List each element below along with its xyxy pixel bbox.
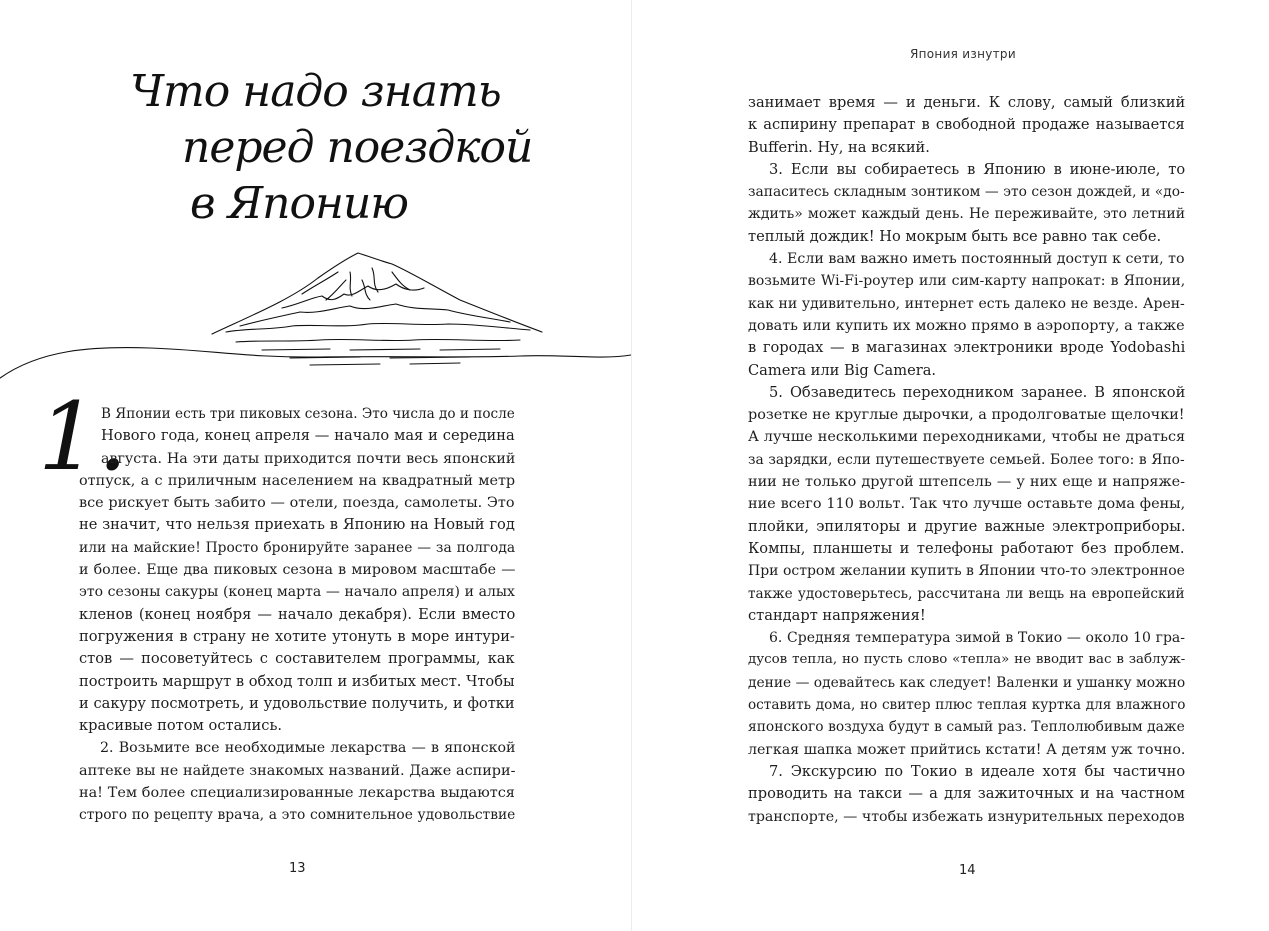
text-line: погружения в страну не хотите утонуть в море интури- [79,627,515,645]
title-line: Что надо знать [130,66,501,117]
text-line: легкая шапка может прийтись кстати! А детям уж точно. [748,741,1186,758]
text-line: как ни удивительно, интернет есть далеко не везде. Арен- [748,295,1185,312]
title-line: перед поездкой [182,122,533,173]
text-line: довать или купить их можно прямо в аэропорту, а также [748,317,1185,334]
text-line: не значит, что нельзя приехать в Японию на Новый год [79,516,515,534]
text-line: или на майские! Просто бронируйте заранее — за полгода [79,539,516,556]
text-line: отпуск, а с приличным населением на квадратный метр [79,472,516,489]
text-line: Camera или Big Camera. [748,361,937,379]
text-line: проводить на такси — а для зажиточных и на частном [748,785,1185,803]
text-line: При остром желании купить в Японии что-то электронное [748,563,1185,580]
running-head: Япония изнутри [910,47,1016,61]
text-line: 2. Возьмите все необходимые лекарства — в японской [100,740,516,757]
text-line: строго по рецепту врача, а это сомнительное удовольствие [79,807,516,824]
body-text [748,92,1185,828]
text-line: транспорте, — чтобы избежать изнурительных переходов [748,808,1185,825]
drop-cap: 1. [38,383,128,492]
text-line: дение — одевайтесь как следует! Валенки и ушанку можно [748,674,1186,691]
chapter-title [0,64,631,232]
text-line: стандарт напряжения! [748,606,926,624]
page-number: 13 [289,861,306,876]
body-text [79,403,515,827]
title-line: в Японию [190,178,409,229]
text-line: также удостоверьтесь, рассчитана ли вещь на европейский [748,585,1185,602]
text-line: дусов тепла, но пусть слово «тепла» не вводит вас в заблуж- [748,652,1186,668]
left-page [0,0,631,931]
text-line: все рискует быть забито — отели, поезда, самолеты. Это [79,495,515,512]
text-line: августа. На эти даты приходится почти весь японский [101,450,516,467]
text-line: аптеке вы не найдете знакомых названий. Даже аспири- [79,762,516,779]
text-line: занимает время — и деньги. К слову, самый близкий [748,94,1186,111]
text-line: в городах — в магазинах электроники вроде Yodobashi [748,339,1186,357]
text-line: японского воздуха будут в самый раз. Теплолюбивым даже [748,719,1185,736]
text-line: ние всего 110 вольт. Так что лучше оставьте дома фены, [748,496,1186,513]
mount-fuji-illustration [0,250,631,385]
text-line: Bufferin. Ну, на всякий. [748,138,930,156]
text-line: возьмите Wi-Fi-роутер или сим-карту напрокат: в Японии, [748,273,1186,290]
text-line: на! Тем более специализированные лекарства выдаются [79,785,515,802]
text-line: В Японии есть три пиковых сезона. Это числа до и после [101,406,515,422]
text-line: 4. Если вам важно иметь постоянный доступ к сети, то [769,251,1185,268]
text-line: кленов (конец ноября — начало декабря). Если вместо [79,605,516,623]
text-line: Компы, планшеты и телефоны работают без проблем. [748,539,1185,557]
text-line: 5. Обзаведитесь переходником заранее. В японской [769,383,1186,401]
text-line: нии не только другой штепсель — у них еще и напряже- [748,474,1186,491]
text-line: к аспирину препарат в свободной продаже называется [748,116,1185,134]
text-line: и сакуру посмотреть, и удовольствие получить, и фотки [79,694,515,712]
text-line: это сезоны сакуры (конец марта — начало апреля) и алых [79,584,515,601]
right-page [632,0,1269,931]
text-line: стов — посоветуйтесь с составителем программы, как [79,650,515,668]
text-line: построить маршрут в обход толп и избитых мест. Чтобы [79,672,515,690]
text-line: за зарядки, если путешествуете семьей. Более того: в Япо- [748,451,1185,468]
text-line: теплый дождик! Но мокрым быть все равно так себе. [748,227,1162,245]
text-line: оставить дома, но свитер плюс теплая куртка для влажного [748,697,1186,714]
text-line: ждить» может каждый день. Не переживайте, это летний [748,206,1186,223]
page-number: 14 [959,863,976,878]
text-line: 7. Экскурсию по Токио в идеале хотя бы частично [769,762,1186,780]
text-line: красивые потом остались. [79,717,283,735]
text-line: плойки, эпиляторы и другие важные электроприборы. [748,517,1186,535]
text-line: 6. Средняя температура зимой в Токио — около 10 гра- [769,630,1186,647]
text-line: запаситесь складным зонтиком — это сезон дождей, и «до- [748,184,1185,201]
text-line: Нового года, конец апреля — начало мая и середина [101,427,515,445]
text-line: и более. Еще два пиковых сезона в мировом масштабе — [79,562,516,579]
text-line: 3. Если вы собираетесь в Японию в июне-июле, то [769,160,1186,178]
text-line: розетке не круглые дырочки, а продолговатые щелочки! [748,407,1185,424]
text-line: А лучше несколькими переходниками, чтобы не драться [748,429,1186,446]
